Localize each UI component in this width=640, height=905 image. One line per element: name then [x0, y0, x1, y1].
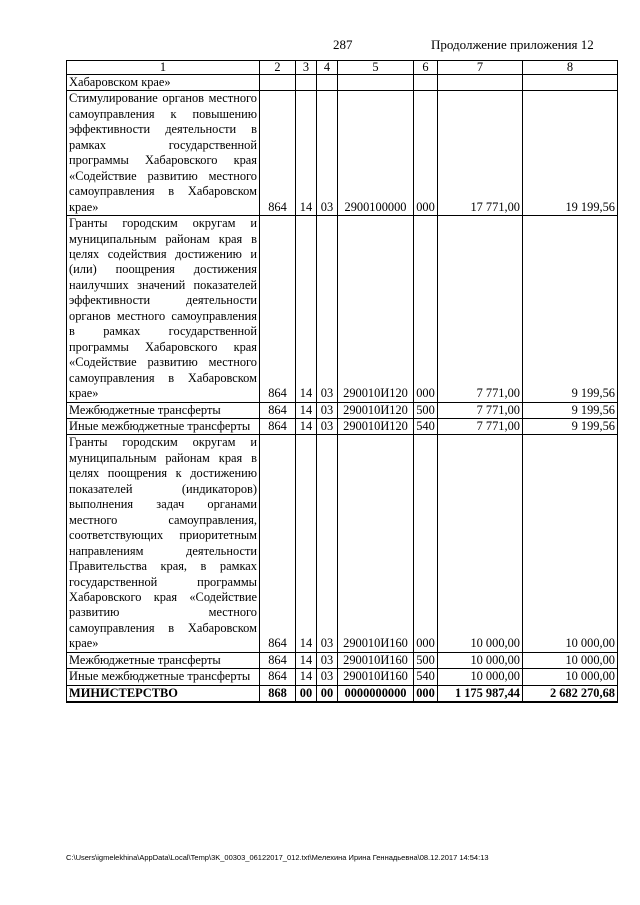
table-row	[67, 402, 618, 418]
cell-amount-year2: 10 000,00	[523, 669, 618, 685]
cell-section: 00	[296, 685, 317, 702]
cell-expense-type: 000	[414, 91, 438, 216]
column-header: 1	[67, 61, 260, 75]
row-name: Межбюджетные трансферты	[67, 652, 260, 668]
cell-section: 14	[296, 402, 317, 418]
cell-amount-year2	[523, 75, 618, 91]
cell-amount-year2: 9 199,56	[523, 216, 618, 402]
cell-section: 14	[296, 435, 317, 652]
cell-section: 14	[296, 652, 317, 668]
cell-target-article: 290010И160	[338, 435, 414, 652]
cell-expense-type: 500	[414, 402, 438, 418]
cell-admin-code: 868	[260, 685, 296, 702]
table-row	[67, 418, 618, 434]
column-header: 3	[296, 61, 317, 75]
cell-amount-year1: 10 000,00	[438, 652, 523, 668]
cell-amount-year1: 17 771,00	[438, 91, 523, 216]
row-name: Иные межбюджетные трансферты	[67, 669, 260, 685]
cell-subsection: 03	[317, 216, 338, 402]
cell-subsection: 03	[317, 435, 338, 652]
cell-expense-type: 500	[414, 652, 438, 668]
row-name: Гранты городским округам и муниципальным районам края в целях поощрения к достижению показателей (индикаторов) выполнения задач органами местного самоуправления, соответствующих приоритетным направлениям деятельности Правительства края, в рамках государственной программы Хабаровского края «Содействие развитию местного самоуправления в Хабаровском крае»	[67, 435, 260, 652]
cell-amount-year1: 10 000,00	[438, 435, 523, 652]
cell-expense-type: 000	[414, 685, 438, 702]
appendix-continuation: Продолжение приложения 12	[431, 37, 594, 52]
column-header: 4	[317, 61, 338, 75]
cell-admin-code: 864	[260, 402, 296, 418]
cell-subsection: 03	[317, 669, 338, 685]
cell-amount-year2: 2 682 270,68	[523, 685, 618, 702]
cell-amount-year1: 7 771,00	[438, 402, 523, 418]
table-header-row	[67, 61, 618, 75]
cell-target-article: 2900100000	[338, 91, 414, 216]
cell-target-article: 290010И120	[338, 418, 414, 434]
row-name: Иные межбюджетные трансферты	[67, 418, 260, 434]
row-name: МИНИСТЕРСТВО	[67, 685, 260, 702]
cell-target-article: 290010И160	[338, 652, 414, 668]
cell-subsection: 00	[317, 685, 338, 702]
row-name: Стимулирование органов местного самоуправления к повышению эффективности деятельности в рамках государственной программы Хабаровского края «Содействие развитию местного самоуправления в Хабаровском крае»	[67, 91, 260, 216]
row-name: Хабаровском крае»	[67, 75, 260, 91]
cell-section	[296, 75, 317, 91]
table-row	[67, 216, 618, 402]
cell-expense-type: 000	[414, 216, 438, 402]
cell-admin-code: 864	[260, 435, 296, 652]
cell-amount-year2: 10 000,00	[523, 652, 618, 668]
cell-amount-year1: 10 000,00	[438, 669, 523, 685]
cell-target-article: 290010И120	[338, 216, 414, 402]
cell-admin-code: 864	[260, 91, 296, 216]
cell-target-article	[338, 75, 414, 91]
cell-expense-type: 540	[414, 418, 438, 434]
cell-section: 14	[296, 669, 317, 685]
cell-section: 14	[296, 216, 317, 402]
cell-amount-year1	[438, 75, 523, 91]
cell-subsection: 03	[317, 91, 338, 216]
cell-subsection: 03	[317, 418, 338, 434]
cell-subsection: 03	[317, 652, 338, 668]
column-header: 5	[338, 61, 414, 75]
cell-amount-year2: 9 199,56	[523, 402, 618, 418]
file-path-footer: C:\Users\igmelekhina\AppData\Local\Temp\3K_00303_06122017_012.txt\Мелехина Ирина Геннадьевна\08.12.2017 14:54:13	[66, 853, 489, 862]
cell-amount-year1: 1 175 987,44	[438, 685, 523, 702]
cell-expense-type	[414, 75, 438, 91]
table-row	[67, 75, 618, 91]
cell-amount-year1: 7 771,00	[438, 418, 523, 434]
table-row	[67, 669, 618, 685]
cell-target-article: 290010И120	[338, 402, 414, 418]
cell-target-article: 290010И160	[338, 669, 414, 685]
cell-admin-code	[260, 75, 296, 91]
budget-table	[66, 60, 618, 703]
row-name: Межбюджетные трансферты	[67, 402, 260, 418]
cell-subsection	[317, 75, 338, 91]
cell-section: 14	[296, 91, 317, 216]
row-name: Гранты городским округам и муниципальным районам края в целях содействия достижению и (или) поощрения достижения наилучших значений показателей эффективности деятельности органов местного самоуправления в рамках государственной программы Хабаровского края «Содействие развитию местного самоуправления в Хабаровском крае»	[67, 216, 260, 402]
column-header: 7	[438, 61, 523, 75]
table-row-ministry-total	[67, 685, 618, 702]
cell-section: 14	[296, 418, 317, 434]
cell-expense-type: 540	[414, 669, 438, 685]
table-row	[67, 652, 618, 668]
page-number: 287	[333, 37, 353, 52]
column-header: 6	[414, 61, 438, 75]
cell-target-article: 0000000000	[338, 685, 414, 702]
table-row	[67, 435, 618, 652]
table-row	[67, 91, 618, 216]
cell-subsection: 03	[317, 402, 338, 418]
cell-admin-code: 864	[260, 418, 296, 434]
column-header: 2	[260, 61, 296, 75]
column-header: 8	[523, 61, 618, 75]
cell-amount-year2: 10 000,00	[523, 435, 618, 652]
cell-amount-year2: 19 199,56	[523, 91, 618, 216]
cell-admin-code: 864	[260, 216, 296, 402]
cell-admin-code: 864	[260, 652, 296, 668]
cell-amount-year2: 9 199,56	[523, 418, 618, 434]
cell-amount-year1: 7 771,00	[438, 216, 523, 402]
cell-admin-code: 864	[260, 669, 296, 685]
cell-expense-type: 000	[414, 435, 438, 652]
